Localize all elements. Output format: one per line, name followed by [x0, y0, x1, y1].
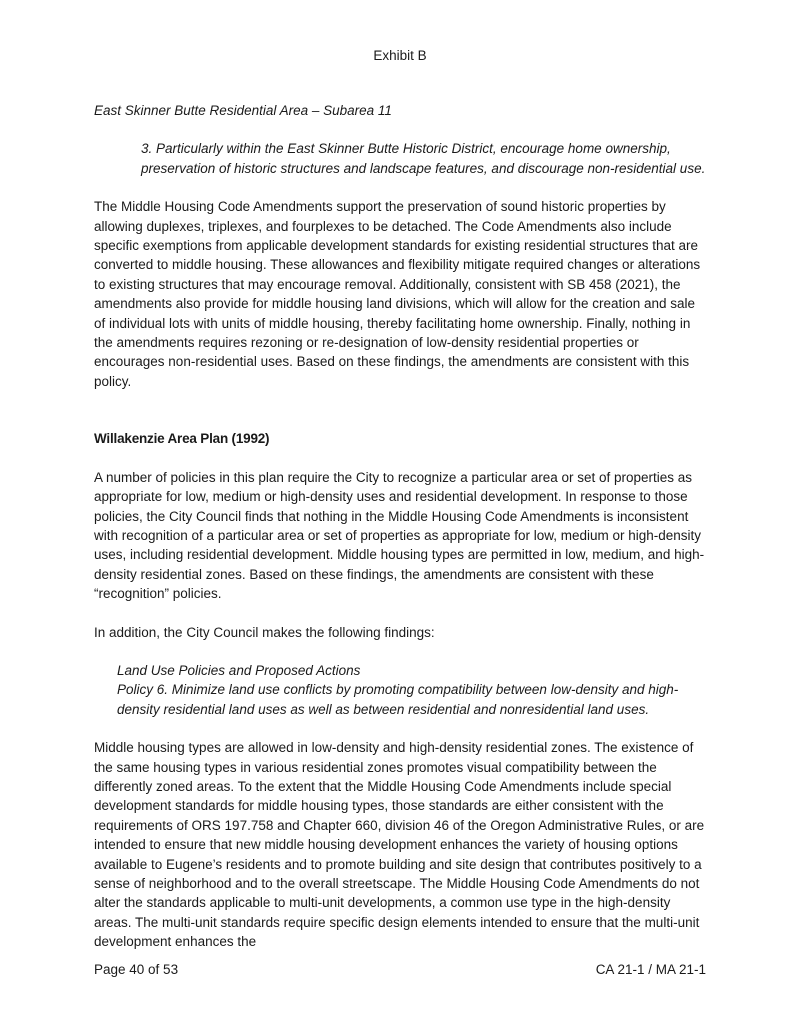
paragraph-recognition: A number of policies in this plan require the City to recognize a particular area or set of properties as appropriate for low, medium or high-density uses and residential development. In response to those policies, the City Council finds that nothing in the Middle Housing Code Amendments is inconsistent with recognition of a particular area or set of properties as appropriate for low, medium or high-density uses, including residential development. Middle housing types are permitted in low, medium, and high-density residential zones. Based on these findings, the amendments are consistent with these “recognition” policies. — [94, 469, 705, 602]
policy-block-title: Land Use Policies and Proposed Actions — [117, 662, 361, 678]
subarea-heading: East Skinner Butte Residential Area – Subarea 11 — [94, 103, 392, 118]
case-number: CA 21-1 / MA 21-1 — [595, 962, 706, 977]
policy-quote: 3. Particularly within the East Skinner Butte Historic District, encourage home ownership, preservation of historic structures and landscape features, and discourage non-residential use. — [141, 141, 706, 176]
paragraph-preservation: The Middle Housing Code Amendments support the preservation of sound historic properties by allowing duplexes, triplexes, and fourplexes to be detached. The Code Amendments also include specific exemptions from applicable development standards for existing residential structures that are converted to middle housing. These allowances and flexibility mitigate required changes or alterations to existing structures that may encourage removal. Additionally, consistent with SB 458 (2021), the amendments also provide for middle housing land divisions, which will allow for the creation and sale of individual lots with units of middle housing, thereby facilitating home ownership. Finally, nothing in the amendments requires rezoning or re-designation of low-density residential properties or encourages non-residential uses. Based on these findings, the amendments are consistent with this policy. — [94, 199, 701, 389]
page-number: Page 40 of 53 — [94, 962, 179, 977]
policy-block — [117, 661, 706, 719]
page-content — [94, 101, 706, 952]
page-header: Exhibit B — [373, 48, 427, 63]
paragraph-compatibility: Middle housing types are allowed in low-density and high-density residential zones. The existence of the same housing types in various residential zones promotes visual compatibility between the differently zoned areas. To the extent that the Middle Housing Code Amendments include special development standards for middle housing types, those standards are either consistent with the requirements of ORS 197.758 and Chapter 660, division 46 of the Oregon Administrative Rules, or are intended to ensure that new middle housing development enhances the variety of housing options available to Eugene’s residents and to promote building and site design that contributes positively to a sense of neighborhood and to the overall streetscape. The Middle Housing Code Amendments do not alter the standards applicable to multi-unit developments, a common use type in the high-density areas. The multi-unit standards require specific design elements intended to ensure that the multi-unit development enhances the — [94, 740, 705, 950]
paragraph-findings-intro: In addition, the City Council makes the following findings: — [94, 624, 435, 640]
policy-block-text: Policy 6. Minimize land use conflicts by promoting compatibility between low-density and high-density residential land uses as well as between residential and nonresidential land uses. — [117, 682, 679, 717]
section-heading: Willakenzie Area Plan (1992) — [94, 431, 270, 447]
page-footer — [94, 962, 706, 977]
